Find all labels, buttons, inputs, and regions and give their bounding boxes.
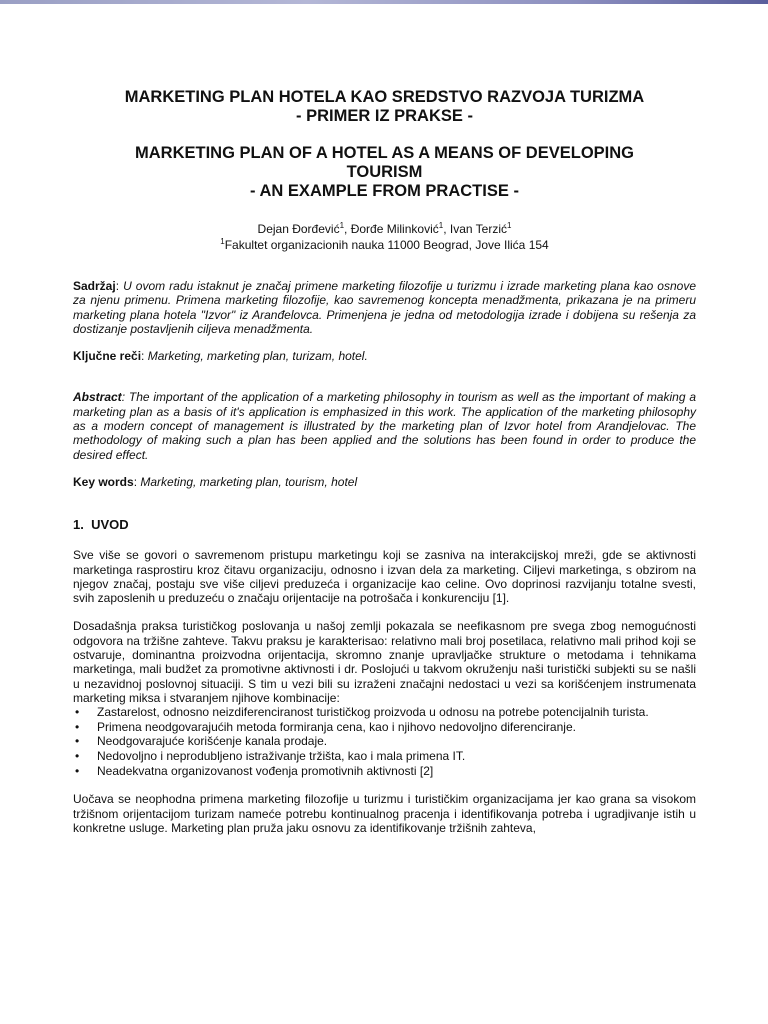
list-item xyxy=(73,764,696,779)
section1-paragraph-1: Sve više se govori o savremenom pristupu marketingu koji se zasniva na interakcijskoj mreži, gde se aktivnosti marketinga rasprostiru kroz čitavu organizaciju, odnosno i izvan dela za marketing. Ciljevi marketinga, s obzirom na njegov značaj, postaju sve više ciljevi preduzeća i organizacije kao celine. Ovo doprinosi razvijanju totalne svesti, svih zaposlenih u preduzeću o značaju orijentacije na potrošača i konkurenciju [1]. xyxy=(73,548,696,606)
author-3-sup: 1 xyxy=(507,221,512,230)
author-names xyxy=(73,221,696,237)
section1-paragraph-3: Uočava se neophodna primena marketing filozofije u turizmu i turističkim organizacijama jer kao grana sa visokom tržišnom orijentacijom turizam nameće potrebu kontinualnog pracenja i identifikovanja potreba i ugradjivanje istih u konkretne usluge. Marketing plan pruža jaku osnovu za identifikovanje tržišnih zahteva, xyxy=(73,792,696,835)
author-2: Đorđe Milinković xyxy=(350,222,439,236)
list-item xyxy=(73,749,696,764)
kljucne-label: Ključne reči xyxy=(73,349,142,364)
document-page xyxy=(73,88,696,835)
section1-paragraph-2: Dosadašnja praksa turističkog poslovanja u našoj zemlji pokazala se neefikasnom pre svega zbog nemogućnosti odgovora na tržišne zahteve. Takvu praksu je karakterisao: relativno mali broj posetilaca, relativno mali prihod koji se ostvaruje, dominantna proizvodna orijentacija, skromno znanje upravljačke strukture o metodama i tehnikama marketinga, mali budžet za promotivne aktivnosti i dr. Posloјući u takvom okruženju naši turistički subjekti su se našli u nezavidnoj poslovnoj situaciji. S tim u vezi bili su izraženi značajni nedostaci u vezi sa korišćenjem instrumenata marketing miksa i stvaranjem njihove kombinacije: xyxy=(73,619,696,705)
list-item-text: Zastarelost, odnosno neizdiferenciranost turističkog proizvoda u odnosu na potrebe potencijalnih turista. xyxy=(97,705,649,720)
title-sr-line1: MARKETING PLAN HOTELA KAO SREDSTVO RAZVOJA TURIZMA xyxy=(124,88,645,106)
keywords-text: Marketing, marketing plan, tourism, hotel xyxy=(140,474,358,489)
list-item-text: Nedovoljno i neprodubljeno istraživanje tržišta, kao i mala primena IT. xyxy=(97,749,466,764)
title-english xyxy=(73,144,696,201)
sadrzaj-paragraph: Sadržaj: U ovom radu istaknut je značaj primene marketing filozofije u turizmu i izrade marketing plana kao osnove za njenu primenu. Primena marketing filozofije, kao savremenog koncepta menadžmenta, prikazana je na primeru marketing plana hotela "Izvor" iz Aranđelovca. Primenjena je jedna od metodologija izrade i dobijena su rešenja za dostizanje postavljenih ciljeva menadžmenta. xyxy=(73,279,697,336)
author-sep: , xyxy=(443,222,450,236)
bullet-icon: • xyxy=(75,749,80,764)
list-item-text: Neadekvatna organizovanost vođenja promotivnih aktivnosti [2] xyxy=(97,763,434,778)
kljucne-paragraph: Ključne reči: Marketing, marketing plan, turizam, hotel. xyxy=(73,349,368,364)
bullet-icon: • xyxy=(75,705,80,720)
abstract-label: Abstract xyxy=(73,390,122,405)
list-item xyxy=(73,734,696,749)
keywords-label: Key words xyxy=(73,474,134,489)
title-sr-line2: - PRIMER IZ PRAKSE - xyxy=(296,107,473,125)
list-item xyxy=(73,705,696,720)
section-heading-uvod: 1. UVOD xyxy=(73,517,129,533)
bullet-icon: • xyxy=(75,763,80,778)
abstract-text: The important of the application of a marketing philosophy in tourism as well as the important of making a marketing plan as a basis of it's application is emphasized in this work. The application of the marketing philosophy as a modern concept of management is illustrated by the marketing plan of Izvor hotel from Arandjelovac. The methodology of making such a plan has been applied and the solutions has been found in order to produce the desired effect. xyxy=(73,390,696,462)
title-serbian xyxy=(73,88,696,126)
top-accent-bar xyxy=(0,0,768,4)
author-sep: , xyxy=(344,222,351,236)
sadrzaj-label: Sadržaj xyxy=(73,279,116,293)
abstract-paragraph: Abstract: The important of the application of a marketing philosophy in tourism as well as the important of making a marketing plan as a basis of it's application is emphasized in this work. The application of the marketing philosophy as a modern concept of management is illustrated by the marketing plan of Izvor hotel from Arandjelovac. The methodology of making such a plan has been applied and the solutions has been found in order to produce the desired effect. xyxy=(73,390,696,462)
list-item-text: Neodgovarajuće korišćenje kanala prodaje. xyxy=(97,734,328,749)
affiliation xyxy=(73,237,696,253)
deficiency-list xyxy=(73,705,696,778)
author-2-sup: 1 xyxy=(438,221,444,230)
affiliation-sup: 1 xyxy=(220,237,225,246)
list-item xyxy=(73,720,696,735)
title-en-line2: TOURISM xyxy=(346,163,423,181)
author-1: Dejan Đorđević xyxy=(257,222,340,236)
title-en-line1: MARKETING PLAN OF A HOTEL AS A MEANS OF DEVELOPING xyxy=(135,144,634,162)
title-en-line3: - AN EXAMPLE FROM PRACTISE - xyxy=(250,182,519,200)
author-1-sup: 1 xyxy=(339,221,345,230)
author-3: Ivan Terzić xyxy=(449,222,507,236)
authors-block xyxy=(73,221,696,253)
bullet-icon: • xyxy=(75,734,80,749)
list-item-text: Primena neodgovarajućih metoda formiranja cena, kao i njihovo nedovoljno diferenciranje. xyxy=(97,719,576,734)
affiliation-text: Fakultet organizacionih nauka 11000 Beograd, Jove Ilića 154 xyxy=(224,238,549,252)
keywords-paragraph: Key words: Marketing, marketing plan, tourism, hotel xyxy=(73,474,358,489)
sadrzaj-text: U ovom radu istaknut je značaj primene marketing filozofije u turizmu i izrade marketing plana kao osnove za njenu primenu. Primena marketing filozofije, kao savremenog koncepta menadžmenta, prikazana je na primeru marketing plana hotela "Izvor" iz Aranđelovca. Primenjena je jedna od metodologija izrade i dobijena su rešenja za dostizanje postavljenih ciljeva menadžmenta. xyxy=(73,279,697,336)
kljucne-text: Marketing, marketing plan, turizam, hotel. xyxy=(147,349,368,364)
bullet-icon: • xyxy=(75,719,80,734)
